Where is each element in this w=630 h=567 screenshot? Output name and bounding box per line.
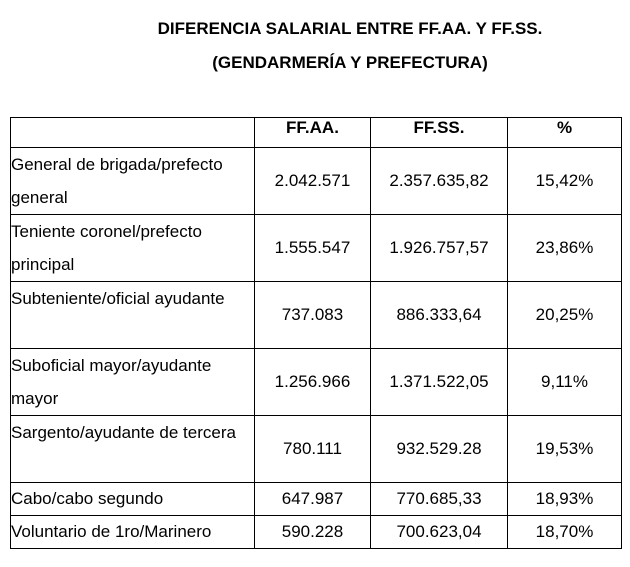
- rank-cell: Sargento/ayudante de tercera: [11, 416, 255, 483]
- header-rank: [11, 118, 255, 148]
- rank-cell: Subteniente/oficial ayudante: [11, 282, 255, 349]
- percent-cell: 15,42%: [508, 148, 622, 215]
- percent-cell: 19,53%: [508, 416, 622, 483]
- table-row: [11, 349, 622, 416]
- ffss-cell: 2.357.635,82: [371, 148, 508, 215]
- table-row: [11, 483, 622, 516]
- header-ffaa: FF.AA.: [255, 118, 371, 148]
- ffaa-cell: 590.228: [255, 516, 371, 549]
- ffaa-cell: 2.042.571: [255, 148, 371, 215]
- ffaa-cell: 1.256.966: [255, 349, 371, 416]
- rank-cell: Voluntario de 1ro/Marinero: [11, 516, 255, 549]
- ffaa-cell: 737.083: [255, 282, 371, 349]
- header-percent: %: [508, 118, 622, 148]
- ffss-cell: 1.926.757,57: [371, 215, 508, 282]
- table-header-row: [11, 118, 622, 148]
- ffaa-cell: 647.987: [255, 483, 371, 516]
- percent-cell: 18,93%: [508, 483, 622, 516]
- table-row: [11, 215, 622, 282]
- rank-cell: Suboficial mayor/ayudante mayor: [11, 349, 255, 416]
- ffss-cell: 700.623,04: [371, 516, 508, 549]
- ffss-cell: 770.685,33: [371, 483, 508, 516]
- ffaa-cell: 780.111: [255, 416, 371, 483]
- table-row: [11, 148, 622, 215]
- document-title: DIFERENCIA SALARIAL ENTRE FF.AA. Y FF.SS.: [157, 19, 543, 38]
- document-subtitle: (GENDARMERÍA Y PREFECTURA): [212, 53, 488, 72]
- table-row: [11, 282, 622, 349]
- header-ffss: FF.SS.: [371, 118, 508, 148]
- table-row: [11, 516, 622, 549]
- ffss-cell: 886.333,64: [371, 282, 508, 349]
- table-row: [11, 416, 622, 483]
- ffaa-cell: 1.555.547: [255, 215, 371, 282]
- percent-cell: 23,86%: [508, 215, 622, 282]
- salary-comparison-table: [10, 117, 622, 549]
- rank-cell: Cabo/cabo segundo: [11, 483, 255, 516]
- rank-cell: Teniente coronel/prefecto principal: [11, 215, 255, 282]
- percent-cell: 18,70%: [508, 516, 622, 549]
- percent-cell: 20,25%: [508, 282, 622, 349]
- percent-cell: 9,11%: [508, 349, 622, 416]
- ffss-cell: 932.529.28: [371, 416, 508, 483]
- rank-cell: General de brigada/prefecto general: [11, 148, 255, 215]
- ffss-cell: 1.371.522,05: [371, 349, 508, 416]
